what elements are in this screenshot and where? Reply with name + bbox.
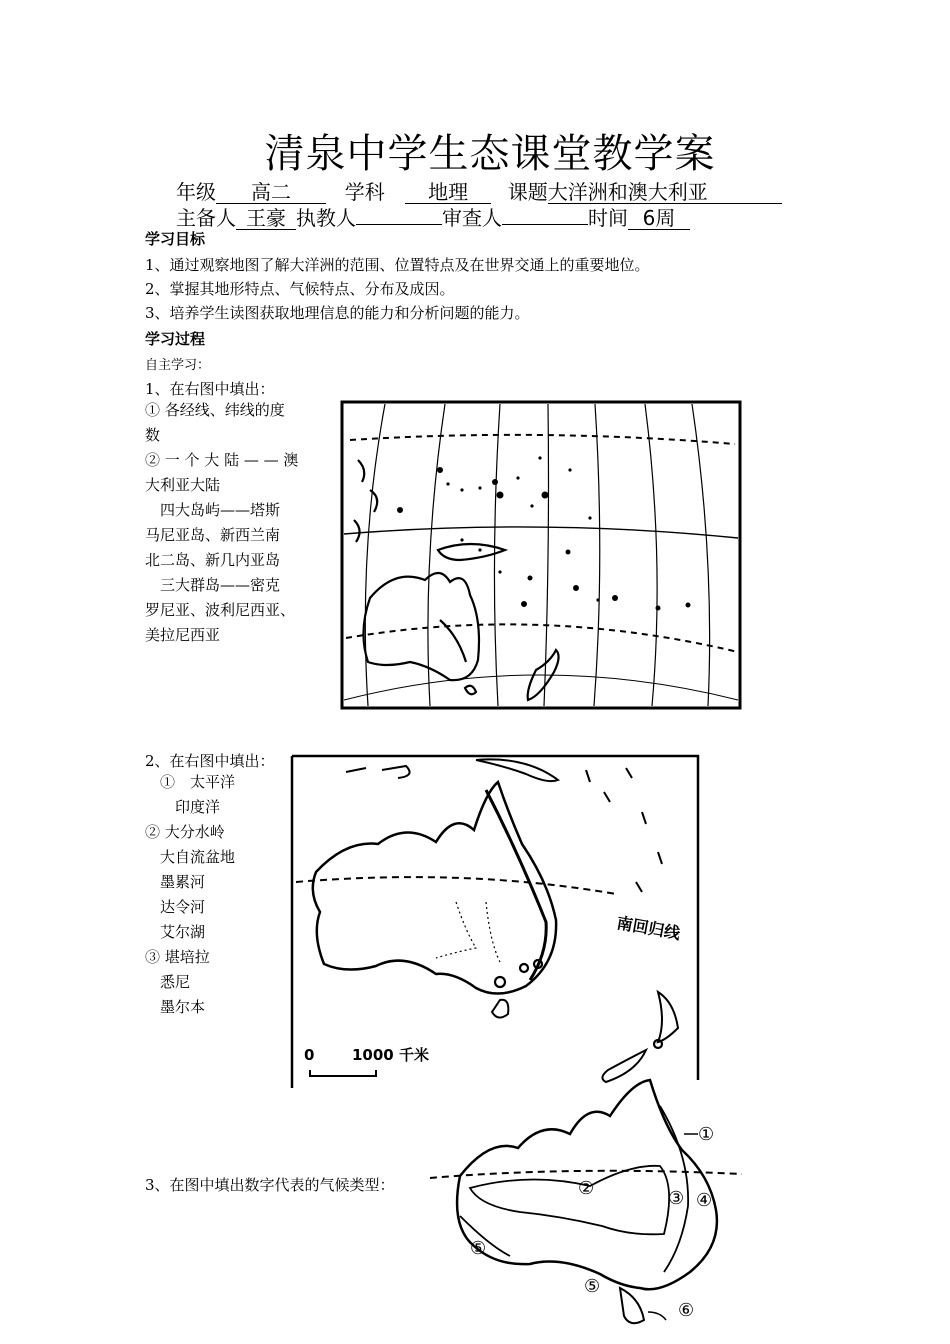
climate-marker-3: ③: [668, 1188, 685, 1209]
preparer-value: 王豪: [236, 207, 296, 230]
q2-line: ① 太平洋: [145, 773, 236, 791]
goal-2: 2、掌握其地形特点、气候特点、分布及成因。: [145, 280, 455, 298]
q2-line: 达令河: [145, 898, 206, 916]
q1-line: 北二岛、新几内亚岛: [145, 551, 281, 569]
reviewer-label: 审查人: [442, 206, 502, 230]
q1-line: 四大岛屿——塔斯: [145, 501, 281, 519]
q2-line: 印度洋: [145, 798, 221, 816]
q2-line: 大自流盆地: [145, 848, 236, 866]
oceania-grid-map: [340, 400, 744, 712]
reviewer-value: [502, 224, 588, 225]
climate-marker-6: ⑥: [678, 1300, 695, 1321]
grade-value: 高二: [216, 181, 326, 204]
teacher-label: 执教人: [296, 206, 356, 230]
tropic-label: 南回归线: [615, 913, 682, 944]
goal-1: 1、通过观察地图了解大洋洲的范围、位置特点及在世界交通上的重要地位。: [145, 256, 650, 274]
topic-label: 课题: [507, 180, 548, 204]
q1-line: ② 一 个 大 陆 — — 澳: [145, 451, 299, 469]
q2-line: ② 大分水岭: [145, 823, 225, 841]
q1-line: 三大群岛——密克: [145, 576, 281, 594]
q2-list: [145, 770, 295, 1020]
subject-value: 地理: [405, 181, 491, 204]
teacher-value: [356, 224, 442, 225]
time-label: 时间: [588, 206, 628, 230]
time-value: 6周: [628, 207, 690, 230]
process-heading: 学习过程: [145, 330, 206, 348]
climate-marker-5a: ⑤: [470, 1238, 487, 1259]
q1-title: 1、在右图中填出：: [145, 380, 275, 398]
climate-marker-4: ④: [696, 1190, 713, 1211]
australia-climate-map: [420, 1076, 750, 1338]
q1-list: [145, 398, 320, 648]
preparer-label: 主备人: [176, 206, 236, 230]
grade-label: 年级: [176, 180, 216, 204]
q1-line: 数: [145, 426, 161, 444]
self-study-label: 自主学习：: [145, 358, 211, 373]
q2-line: 墨尔本: [145, 998, 206, 1016]
goal-3: 3、培养学生读图获取地理信息的能力和分析问题的能力。: [145, 304, 530, 322]
q1-line: 美拉尼西亚: [145, 626, 221, 644]
q2-line: 艾尔湖: [145, 923, 206, 941]
info-line-2: [176, 202, 690, 231]
info-line-1: [176, 176, 782, 205]
climate-marker-5b: ⑤: [584, 1276, 601, 1297]
q1-line: 马尼亚岛、新西兰南: [145, 526, 281, 544]
climate-marker-1: ①: [698, 1124, 715, 1145]
goals-heading: 学习目标: [145, 230, 206, 248]
q1-line: 罗尼亚、波利尼西亚、: [145, 601, 296, 619]
topic-value: 大洋洲和澳大利亚: [548, 181, 782, 204]
q2-title: 2、在右图中填出：: [145, 752, 275, 770]
q3-title: 3、在图中填出数字代表的气候类型：: [145, 1176, 395, 1194]
page-title: 清泉中学生态课堂教学案: [264, 131, 716, 177]
q2-line: ③ 堪培拉: [145, 948, 210, 966]
q2-line: 悉尼: [145, 973, 191, 991]
scale-value: 1000 千米: [352, 1046, 429, 1064]
scale-zero: 0: [304, 1046, 315, 1064]
australia-physical-map: [286, 752, 706, 1088]
q1-line: ① 各经线、纬线的度: [145, 401, 285, 419]
q1-line: 大利亚大陆: [145, 476, 221, 494]
subject-label: 学科: [344, 180, 385, 204]
q2-line: 墨累河: [145, 873, 206, 891]
climate-marker-2: ②: [578, 1178, 595, 1199]
